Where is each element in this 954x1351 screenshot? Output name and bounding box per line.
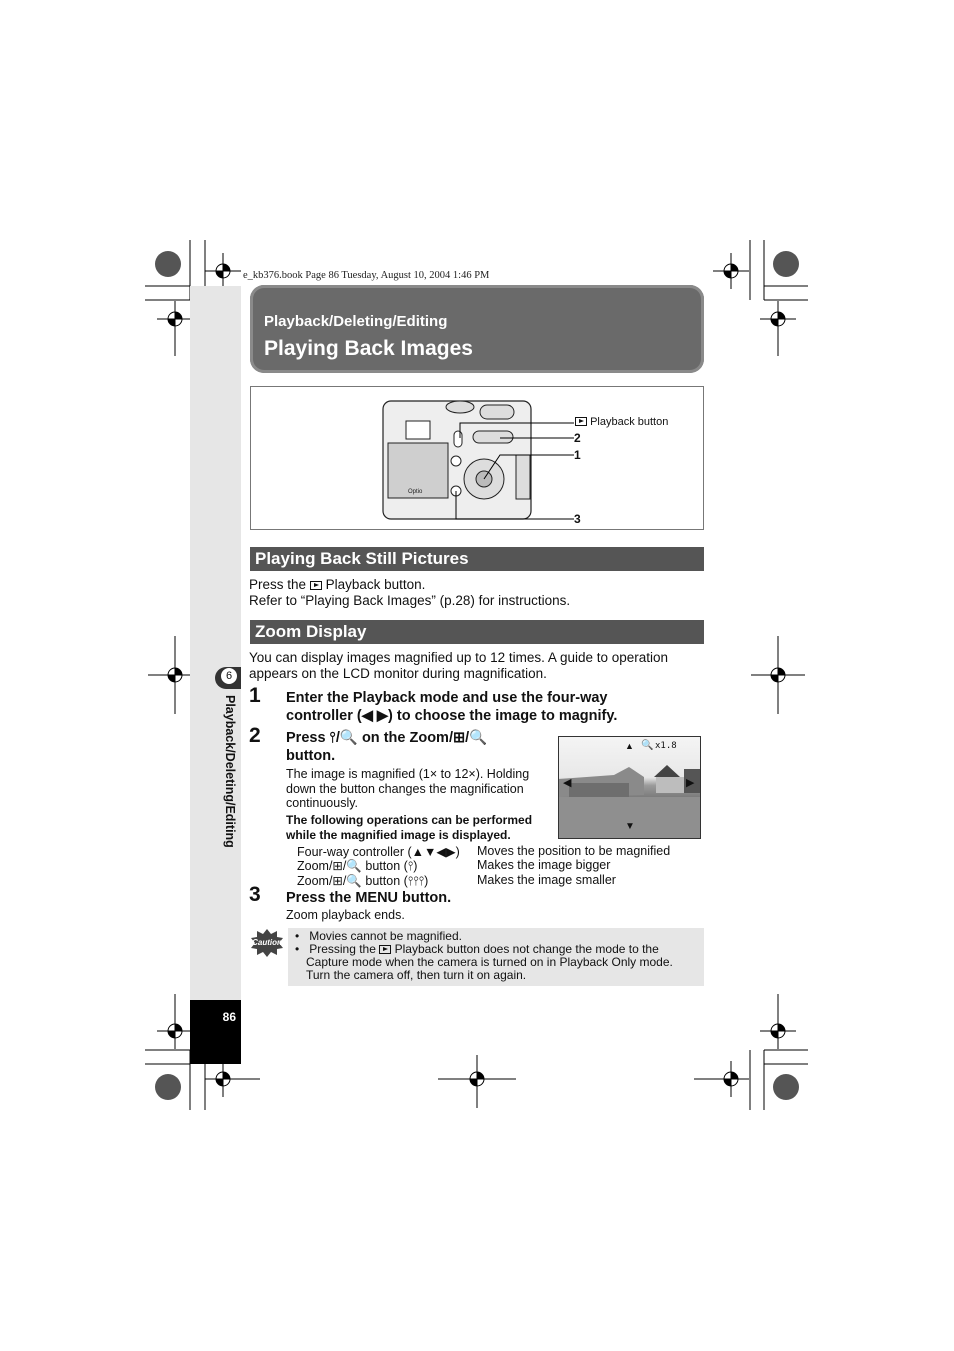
playback-callout xyxy=(575,416,668,428)
step-1-line1: Enter the Playback mode and use the four-way xyxy=(286,690,608,706)
caution-item-2-line2: Capture mode when the camera is turned on in Playback Only mode. xyxy=(306,955,673,969)
caution-item-2: • Pressing the Playback button does not change the mode to the xyxy=(295,942,659,956)
page-number: 86 xyxy=(222,1010,236,1024)
print-header: e_kb376.book Page 86 Tuesday, August 10, 2004 1:46 PM xyxy=(243,270,490,281)
section1-line1 xyxy=(249,577,425,593)
step-2-line2: button. xyxy=(286,748,336,764)
step-2-note2: while the magnified image is displayed. xyxy=(286,828,511,842)
caution-badge-label: Caution xyxy=(252,938,282,947)
step-2-desc3: continuously. xyxy=(286,796,359,810)
section1-line1-pre: Press the xyxy=(249,577,307,592)
caution-item-1: • Movies cannot be magnified. xyxy=(295,929,462,943)
caution-item-2-line3: Turn the camera off, then turn it on again. xyxy=(306,968,527,982)
callout-lines xyxy=(380,395,580,525)
down-arrow-icon: ▼ xyxy=(625,821,635,832)
callout-2: 2 xyxy=(574,431,581,445)
playback-icon xyxy=(310,581,322,590)
step-2-note1: The following operations can be performed xyxy=(286,813,533,827)
caution-item-1-text: Movies cannot be magnified. xyxy=(309,929,462,943)
zoom-readout: x1.8 xyxy=(655,741,677,751)
section-title-zoom: Zoom Display xyxy=(250,620,704,644)
zoom-intro-line1: You can display images magnified up to 12 times. A guide to operation xyxy=(249,650,669,665)
magnified-photo xyxy=(558,736,701,839)
section1-line1-post: Playback button. xyxy=(325,577,426,592)
step-1-number: 1 xyxy=(249,684,261,707)
ops-row-2-effect: Makes the image bigger xyxy=(477,858,611,872)
ops-row-3-effect: Makes the image smaller xyxy=(477,873,616,887)
chapter-vertical-label: Playback/Deleting/Editing xyxy=(223,695,237,848)
caution-item-2-post: Playback button does not change the mode to the xyxy=(394,942,659,956)
ops-row-3-control: Zoom/⊞/🔍 button (⫯⫯⫯) xyxy=(297,874,429,888)
ops-row-1-control: Four-way controller (▲▼◀▶) xyxy=(297,845,460,859)
zoom-intro-line2: appears on the LCD monitor during magnification. xyxy=(249,666,547,681)
ops-row-1-effect: Moves the position to be magnified xyxy=(477,844,671,858)
section1-line2: Refer to “Playing Back Images” (p.28) for instructions. xyxy=(249,593,571,608)
step-2-number: 2 xyxy=(249,724,261,747)
step-2-desc1: The image is magnified (1× to 12×). Holding xyxy=(286,767,530,781)
step-2-line1: Press ⫯/🔍 on the Zoom/⊞/🔍 xyxy=(286,730,488,746)
left-arrow-icon: ◀ xyxy=(563,777,572,789)
step-3-number: 3 xyxy=(249,883,261,906)
chapter-subtitle: Playback/Deleting/Editing xyxy=(264,313,448,330)
step-3-desc: Zoom playback ends. xyxy=(286,908,405,922)
zoom-up-arrow: ▲ xyxy=(625,741,634,751)
step-1-line2: controller (◀ ▶) to choose the image to magnify. xyxy=(286,708,618,724)
callout-3: 3 xyxy=(574,512,581,526)
svg-text:Optio: Optio xyxy=(408,489,423,495)
section-title-still: Playing Back Still Pictures xyxy=(250,547,704,571)
zoom-magnifier-icon: 🔍 xyxy=(641,740,654,751)
step-2-desc2: down the button changes the magnification xyxy=(286,782,524,796)
playback-icon xyxy=(379,945,391,954)
chapter-number: 6 xyxy=(220,667,238,685)
right-arrow-icon: ▶ xyxy=(686,777,695,789)
ops-row-2-control: Zoom/⊞/🔍 button (⫯) xyxy=(297,859,418,873)
step-3-title: Press the MENU button. xyxy=(286,890,452,906)
caution-item-2-pre: Pressing the xyxy=(309,942,376,956)
page-title: Playing Back Images xyxy=(264,337,473,360)
playback-icon xyxy=(575,417,587,426)
playback-button-label: Playback button xyxy=(590,416,669,428)
callout-1: 1 xyxy=(574,448,581,462)
